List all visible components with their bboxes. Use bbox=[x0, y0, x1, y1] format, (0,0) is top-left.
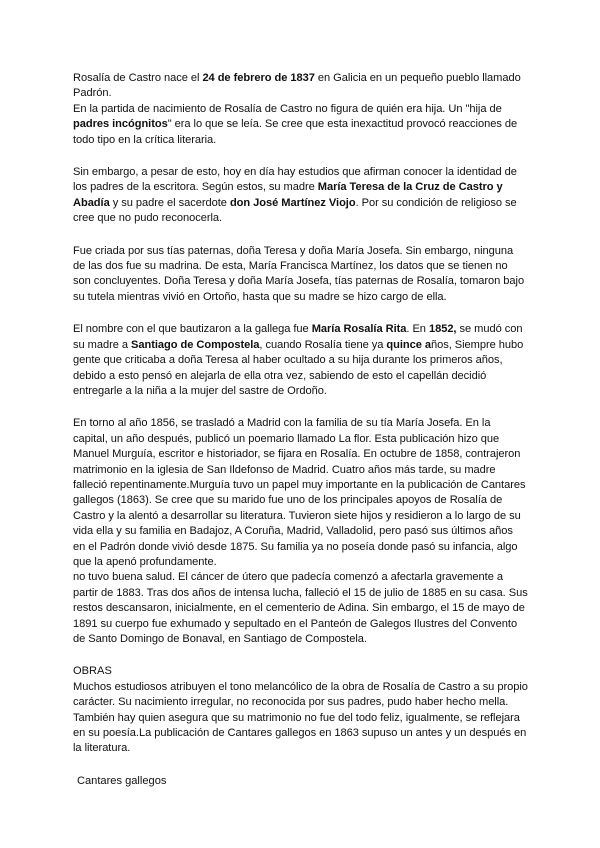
bold-span: Santiago de Compostela bbox=[131, 338, 260, 351]
text-span: " era lo que se leía. Se cree que esta inexactitud provocó reacciones de todo tipo en la crítica literaria. bbox=[73, 118, 518, 146]
bold-span: María Teresa de la Cruz de Castro y Abadía bbox=[73, 181, 503, 209]
bold-span: 1852, bbox=[428, 323, 457, 336]
text-span: Sin embargo, a pesar de esto, hoy en día hay estudios que afirman conocer la identidad de los padres de la escritora. Según estos, su madre bbox=[73, 166, 517, 194]
text-span: se mudó con su madre a bbox=[73, 323, 523, 351]
section-heading-obras: OBRAS bbox=[73, 665, 112, 678]
bold-span: quince a bbox=[386, 338, 431, 351]
paragraph-parents bbox=[73, 165, 528, 227]
paragraph-works: Muchos estudiosos atribuyen el tono melancólico de la obra de Rosalía de Castro a su propio carácter. Su nacimiento irregular, no reconocida por sus padres, pudo haber hecho mella. También hay quien asegura que su matrimonio no fue del todo feliz, igualmente, se reflejara en su poesía.La publicación de Cantares gallegos en 1863 supuso un antes y un después en la literatura. bbox=[73, 680, 528, 755]
paragraph-upbringing: Fue criada por sus tías paternas, doña Teresa y doña María Josefa. Sin embargo, ninguna de las dos fue su madrina. De esta, María Francisca Martínez, los datos que se tienen no son concluyentes. Doña Teresa y doña María Josefa, tías paternas de Rosalía, tomaron bajo su tutela mientras vivió en Ortoño, hasta que su madre se hizo cargo de ella. bbox=[73, 244, 525, 303]
text-span: , cuando Rosalía tiene ya bbox=[259, 338, 387, 351]
bold-span: María Rosalía Rita bbox=[311, 323, 407, 336]
text-span: en Galicia en un pequeño pueblo llamado Padrón. bbox=[73, 72, 521, 100]
text-span: . En bbox=[406, 323, 429, 336]
subheading-cantares-gallegos: Cantares gallegos bbox=[77, 774, 167, 787]
text-span: ños, Siempre hubo gente que criticaba a doña Teresa al haber ocultado a su hija durante los primeros años, debido a esto pensó en alejarla de ella otra vez, sabiendo de esto el capellán decidió entregarle a la niña a la mujer del sastre de Ordoño. bbox=[73, 338, 524, 397]
text-span: En la partida de nacimiento de Rosalía de Castro no figura de quién era hija. Un "hija de bbox=[73, 102, 502, 115]
text-span: . Por su condición de religioso se cree que no pudo reconocerla. bbox=[73, 196, 517, 225]
paragraph-illness: no tuvo buena salud. El cáncer de útero que padecía comenzó a afectarla gravemente a partir de 1883. Tras dos años de intensa lucha, falleció el 15 de julio de 1885 en su casa. Sus restos descansaron, inicialmente, en el cementerio de Adina. Sin embargo, el 15 de mayo de 1891 su cuerpo fue exhumado y sepultado en el Panteón de Galegos Ilustres del Convento de Santo Domingo de Bonaval, en Santiago de Compostela. bbox=[73, 571, 528, 645]
paragraph-birth bbox=[73, 71, 528, 102]
bold-span: 24 de febrero de 1837 bbox=[202, 72, 315, 84]
text-span: El nombre con el que bautizaron a la gallega fue bbox=[73, 323, 312, 336]
paragraph-birth-record bbox=[73, 102, 528, 148]
text-span: y su padre el sacerdote bbox=[109, 196, 230, 209]
paragraph-baptism bbox=[73, 322, 528, 399]
bold-span: don José Martínez Viojo bbox=[229, 196, 356, 209]
paragraph-madrid: En torno al año 1856, se trasladó a Madrid con la familia de su tía María Josefa. En la capital, un año después, publicó un poemario llamado La flor. Esta publicación hizo que Manuel Murguía, escritor e historiador, se fijara en Rosalía. En octubre de 1858, contrajeron matrimonio en la iglesia de San Ildefonso de Madrid. Cuatro años más tarde, su madre falleció repentinamente.Murguía tuvo un papel muy importante en la publicación de Cantares gallegos (1863). Se cree que su marido fue uno de los principales apoyos de Rosalía de Castro y la alentó a desarrollar su literatura. Tuvieron siete hijos y residieron a lo largo de su vida ella y su familia en Badajoz, A Coruña, Madrid, Valladolid, pero pasó sus últimos años en el Padrón donde vivió desde 1875. Su familia ya no poseía donde pasó su infancia, algo que la apenó profundamente. bbox=[73, 417, 526, 568]
document-page bbox=[73, 71, 528, 789]
bold-span: padres incógnitos bbox=[73, 118, 168, 131]
text-span: Rosalía de Castro nace el bbox=[73, 72, 203, 84]
